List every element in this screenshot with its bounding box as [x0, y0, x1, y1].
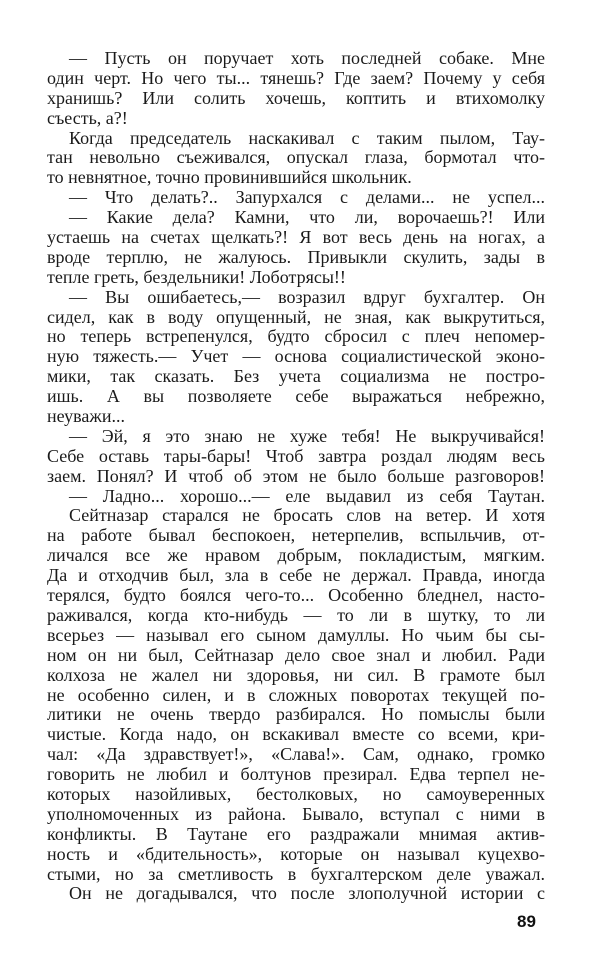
text-line: раживался, когда кто-нибудь — то ли в шутку, то ли: [47, 604, 545, 625]
text-line: не особенно силен, и в сложных поворотах текущей по-: [47, 684, 545, 705]
text-line: говорить не любил и болтунов презирал. Едва терпел не-: [47, 764, 545, 785]
text-line: неуважи...: [47, 406, 125, 427]
text-line: чистые. Когда надо, он вскакивал вместе со всеми, кри-: [47, 724, 545, 745]
page-number: 89: [517, 912, 536, 931]
text-line: тан невольно съеживался, опускал глаза, бормотал что-: [47, 147, 545, 168]
text-line: заем. Понял? И чтоб об этом не было больше разговоров!: [47, 465, 545, 486]
text-line: — Ладно... хорошо...— еле выдавил из себя Таутан.: [69, 485, 545, 506]
text-line: которых назойливых, бестолковых, но самоуверенных: [47, 783, 545, 804]
text-line: но теперь встрепенулся, будто сбросил с плеч непомер-: [47, 326, 545, 347]
text-line: терялся, будто боялся чего-то... Особенно бледнел, насто-: [47, 585, 545, 606]
text-line: съесть, а?!: [47, 107, 128, 128]
text-line: — Эй, я это знаю не хуже тебя! Не выкручивайся!: [69, 425, 545, 446]
text-line: ность и «бдительность», которые он называл куцехво-: [47, 843, 545, 864]
text-line: Сейтназар старался не бросать слов на ветер. И хотя: [69, 505, 545, 526]
text-line: — Что делать?.. Запурхался с делами... не успел...: [69, 187, 545, 208]
text-line: личался все же нравом добрым, покладистым, мягким.: [47, 545, 545, 566]
text-line: ном он ни был, Сейтназар дело свое знал и любил. Ради: [47, 644, 545, 665]
text-line: — Пусть он поручает хоть последней собаке. Мне: [69, 48, 545, 68]
text-line: Да и отходчив был, зла в себе не держал. Правда, иногда: [47, 565, 545, 586]
text-line: один черт. Но чего ты... тянешь? Где заем? Почему у себя: [47, 67, 545, 88]
text-line: ишь. А вы позволяете себе выражаться небрежно,: [47, 386, 545, 407]
text-line: конфликты. В Таутане его раздражали мнимая актив-: [47, 823, 545, 844]
text-line: стыми, но за сметливость в бухгалтерском деле уважал.: [47, 863, 545, 884]
text-line: уполномоченных из района. Бывало, вступал с ними в: [47, 803, 545, 824]
text-line: сидел, как в воду опущенный, не зная, как выкрутиться,: [47, 306, 545, 327]
text-line: ную тяжесть.— Учет — основа социалистической эконо-: [47, 346, 545, 367]
text-line: то невнятное, точно провинившийся школьник.: [47, 167, 412, 188]
text-line: на работе бывал беспокоен, нетерпелив, вспыльчив, от-: [47, 525, 545, 546]
text-line: литики не очень твердо разбирался. Но помыслы были: [47, 704, 545, 725]
text-line: тепле греть, бездельники! Лоботрясы!!: [47, 266, 346, 287]
text-line: устаешь на счетах щелкать?! Я вот весь день на ногах, а: [47, 227, 545, 248]
text-line: Себе оставь тары-бары! Чтоб завтра роздал людям весь: [47, 445, 545, 466]
text-line: мики, так сказать. Без учета социализма не постро-: [47, 366, 545, 387]
text-line: хранишь? Или солить хочешь, коптить и втихомолку: [47, 87, 545, 108]
text-line: Он не догадывался, что после злополучной истории с: [69, 883, 545, 904]
text-line: вроде терплю, не жалуюсь. Привыкли скулить, зады в: [47, 246, 545, 267]
text-line: Когда председатель наскакивал с таким пылом, Тау-: [69, 127, 545, 148]
text-line: — Вы ошибаетесь,— возразил вдруг бухгалтер. Он: [69, 286, 545, 307]
text-line: колхоза не жалел ни здоровья, ни сил. В грамоте был: [47, 664, 545, 685]
text-line: чал: «Да здравствует!», «Слава!». Сам, однако, громко: [47, 744, 545, 765]
book-page-text: [47, 49, 545, 904]
text-line: всерьез — называл его сыном дамуллы. Но чьим бы сы-: [47, 624, 545, 645]
text-line: — Какие дела? Камни, что ли, ворочаешь?! Или: [69, 207, 545, 228]
